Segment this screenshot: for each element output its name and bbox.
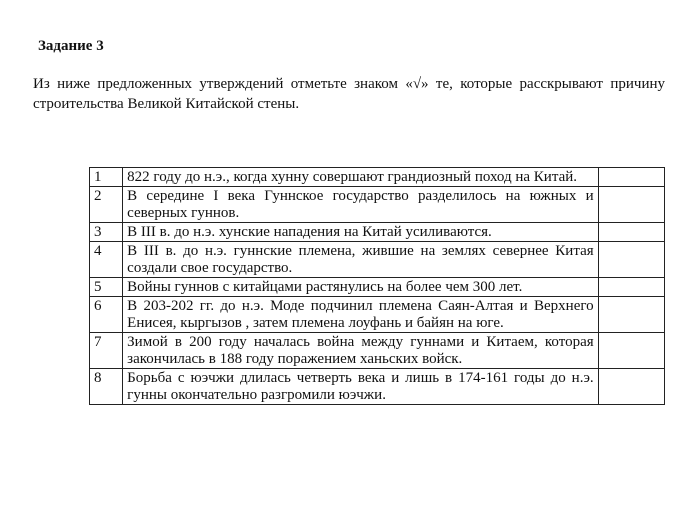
statement-text: Борьба с юэчжи длилась четверть века и лишь в 174-161 годы до н.э. гунны окончательно разгромили юэчжи. <box>123 369 598 405</box>
statements-table <box>89 167 665 405</box>
statement-text: В 203-202 гг. до н.э. Моде подчинил племена Саян-Алтая и Верхнего Енисея, кыргызов , затем племена лоуфань и байян на юге. <box>123 297 598 333</box>
statement-text: Войны гуннов с китайцами растянулись на более чем 300 лет. <box>123 278 598 297</box>
answer-cell[interactable] <box>598 297 664 333</box>
answer-cell[interactable] <box>598 223 664 242</box>
row-number: 5 <box>90 278 123 297</box>
table-row <box>90 278 665 297</box>
row-number: 2 <box>90 187 123 223</box>
row-number: 1 <box>90 168 123 187</box>
answer-cell[interactable] <box>598 278 664 297</box>
answer-cell[interactable] <box>598 242 664 278</box>
table-row <box>90 187 665 223</box>
answer-cell[interactable] <box>598 369 664 405</box>
statement-text: В III в. до н.э. гуннские племена, жившие на землях севернее Китая создали свое государство. <box>123 242 598 278</box>
table-row <box>90 333 665 369</box>
row-number: 6 <box>90 297 123 333</box>
statement-text: 822 году до н.э., когда хунну совершают грандиозный поход на Китай. <box>123 168 598 187</box>
statement-text: В III в. до н.э. хунские нападения на Китай усиливаются. <box>123 223 598 242</box>
statement-text: Зимой в 200 году началась война между гуннами и Китаем, которая закончилась в 188 году поражением ханьских войск. <box>123 333 598 369</box>
task-title: Задание 3 <box>38 38 104 54</box>
row-number: 8 <box>90 369 123 405</box>
task-instruction: Из ниже предложенных утверждений отметьте знаком «√» те, которые расскрывают причину строительства Великой Китайской стены. <box>33 76 665 112</box>
table-row <box>90 223 665 242</box>
answer-cell[interactable] <box>598 333 664 369</box>
table-row <box>90 242 665 278</box>
table-row <box>90 297 665 333</box>
statement-text: В середине I века Гуннское государство разделилось на южных и северных гуннов. <box>123 187 598 223</box>
row-number: 4 <box>90 242 123 278</box>
table-row <box>90 369 665 405</box>
answer-cell[interactable] <box>598 168 664 187</box>
row-number: 3 <box>90 223 123 242</box>
table-row <box>90 168 665 187</box>
answer-cell[interactable] <box>598 187 664 223</box>
row-number: 7 <box>90 333 123 369</box>
